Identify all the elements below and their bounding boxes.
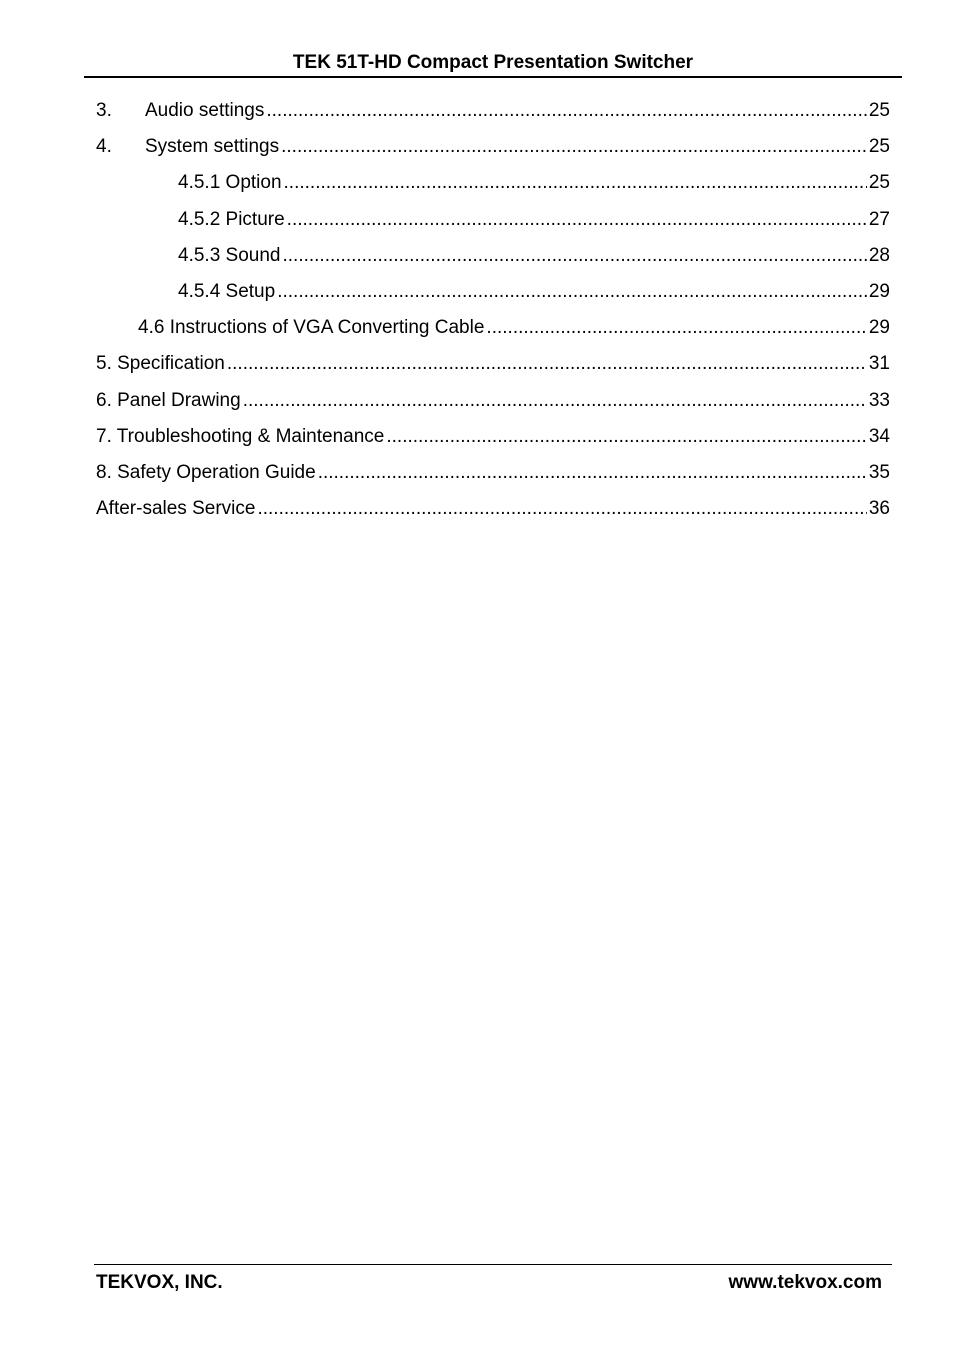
toc-entry[interactable] — [96, 277, 890, 313]
toc-entry[interactable] — [96, 494, 890, 530]
toc-entry-title: 4.6 Instructions of VGA Converting Cable — [138, 317, 485, 339]
toc-entry-page: 34 — [868, 425, 890, 447]
toc-entry[interactable] — [96, 132, 890, 168]
toc-dot-leader — [287, 205, 867, 234]
footer-website[interactable]: www.tekvox.com — [728, 1272, 882, 1293]
toc-dot-leader — [281, 132, 867, 161]
toc-entry[interactable] — [96, 422, 890, 458]
toc-dot-leader — [266, 96, 867, 125]
toc-entry[interactable] — [96, 349, 890, 385]
toc-entry-page: 25 — [868, 136, 890, 158]
toc-entry-page: 36 — [868, 498, 890, 520]
toc-dot-leader — [386, 422, 867, 451]
toc-dot-leader — [277, 277, 867, 306]
toc-entry-page: 31 — [868, 353, 890, 375]
toc-entry-title: 4.5.2 Picture — [178, 208, 285, 230]
toc-entry[interactable] — [96, 458, 890, 494]
toc-entry-title: Audio settings — [145, 100, 265, 121]
toc-dot-leader — [243, 386, 867, 415]
toc-entry[interactable] — [96, 313, 890, 349]
toc-entry-title: 4.5.1 Option — [178, 172, 282, 194]
toc-entry-page: 28 — [868, 244, 890, 266]
toc-entry-title: 4.5.4 Setup — [178, 280, 276, 302]
toc-entry-title: 7. Troubleshooting & Maintenance — [96, 425, 385, 447]
footer-divider — [94, 1264, 892, 1265]
toc-entry-title: 4.5.3 Sound — [178, 244, 281, 266]
toc-dot-leader — [486, 313, 866, 342]
toc-entry-page: 29 — [868, 280, 890, 302]
toc-entry-number: 4. — [96, 136, 112, 158]
table-of-contents — [96, 96, 890, 530]
toc-entry-title: 5. Specification — [96, 353, 225, 375]
toc-dot-leader — [282, 241, 866, 270]
toc-entry[interactable] — [96, 168, 890, 204]
toc-entry-page: 25 — [868, 172, 890, 194]
toc-dot-leader — [284, 168, 867, 197]
toc-entry-page: 25 — [868, 100, 890, 121]
header-divider — [84, 76, 902, 78]
page-header-title: TEK 51T-HD Compact Presentation Switcher — [292, 52, 694, 73]
toc-entry[interactable] — [96, 241, 890, 277]
toc-entry-title: After-sales Service — [96, 498, 256, 520]
toc-entry-page: 29 — [868, 317, 890, 339]
toc-dot-leader — [227, 349, 867, 378]
toc-dot-leader — [318, 458, 867, 487]
toc-entry-title: 8. Safety Operation Guide — [96, 461, 316, 483]
toc-entry[interactable] — [96, 205, 890, 241]
toc-entry-title: 6. Panel Drawing — [96, 389, 241, 411]
toc-entry-title: System settings — [145, 136, 280, 158]
toc-entry-number: 3. — [96, 100, 112, 121]
toc-entry-page: 33 — [868, 389, 890, 411]
toc-entry-page: 35 — [868, 461, 890, 483]
footer-company-name: TEKVOX, INC. — [96, 1272, 223, 1293]
toc-dot-leader — [257, 494, 866, 523]
toc-entry-page: 27 — [868, 208, 890, 230]
toc-entry[interactable] — [96, 386, 890, 422]
toc-entry[interactable] — [96, 96, 890, 132]
